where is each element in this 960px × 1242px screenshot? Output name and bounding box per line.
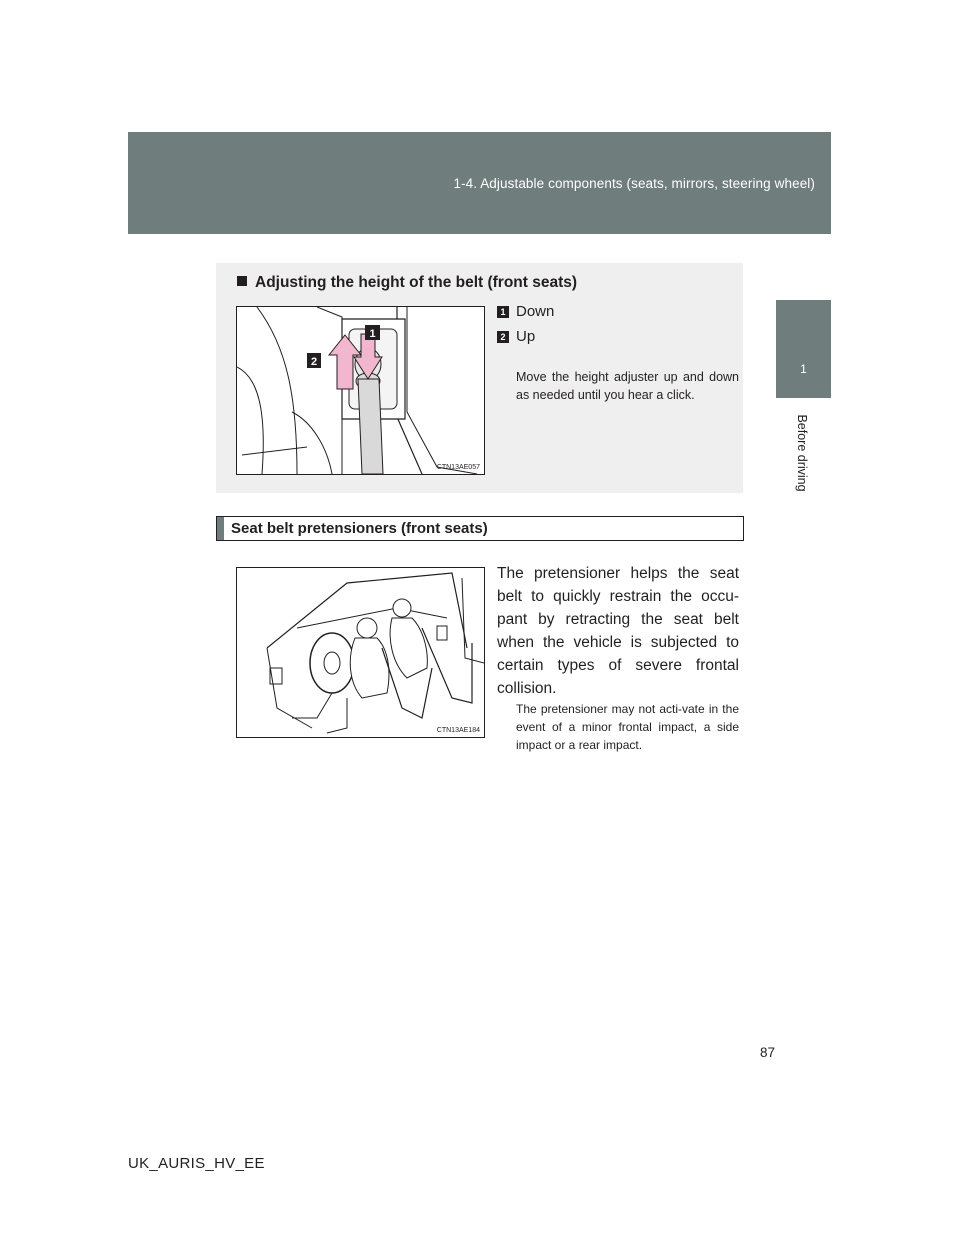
section-heading-bar bbox=[216, 516, 744, 541]
pretensioners-body: The pretensioner helps the seat belt to quickly restrain the occu-pant by retracting the seat belt when the vehicle is subjected to certain types of severe frontal collision. bbox=[497, 565, 739, 697]
document-id: UK_AURIS_HV_EE bbox=[128, 1155, 265, 1172]
belt-adjuster-illustration bbox=[236, 306, 485, 475]
chapter-label bbox=[792, 410, 808, 500]
chapter-number: 1 bbox=[800, 362, 807, 376]
belt-height-heading-text: Adjusting the height of the belt (front seats) bbox=[255, 274, 578, 291]
step-down bbox=[497, 303, 554, 320]
callout-label-2: 2 bbox=[310, 356, 318, 368]
figure-code: CTN13AE184 bbox=[436, 727, 480, 734]
heading-accent bbox=[217, 517, 224, 540]
step-label: Down bbox=[516, 303, 555, 320]
pretensioners-note: The pretensioner may not acti-vate in the event of a minor frontal impact, a side impact or a rear impact. bbox=[516, 702, 739, 752]
step-up bbox=[497, 328, 535, 345]
belt-height-note: Move the height adjuster up and down as needed until you hear a click. bbox=[516, 370, 739, 402]
callout-label-1: 1 bbox=[369, 328, 376, 340]
belt-adjuster-drawing bbox=[237, 307, 484, 474]
page-number: 87 bbox=[760, 1045, 776, 1060]
chapter-label-text: Before driving bbox=[795, 414, 809, 492]
section-title: 1-4. Adjustable components (seats, mirrors, steering wheel) bbox=[453, 176, 815, 191]
figure-code: CTN13AE057 bbox=[436, 464, 480, 471]
page-header bbox=[128, 132, 831, 234]
chapter-tab bbox=[776, 300, 831, 398]
step-badge: 2 bbox=[497, 331, 509, 343]
step-badge: 1 bbox=[497, 306, 509, 318]
pretensioners-heading: Seat belt pretensioners (front seats) bbox=[231, 520, 488, 537]
pretensioner-illustration bbox=[236, 567, 485, 738]
car-interior-drawing bbox=[237, 568, 484, 737]
square-bullet-icon bbox=[237, 276, 247, 286]
step-label: Up bbox=[516, 328, 536, 345]
belt-height-heading bbox=[237, 274, 577, 292]
